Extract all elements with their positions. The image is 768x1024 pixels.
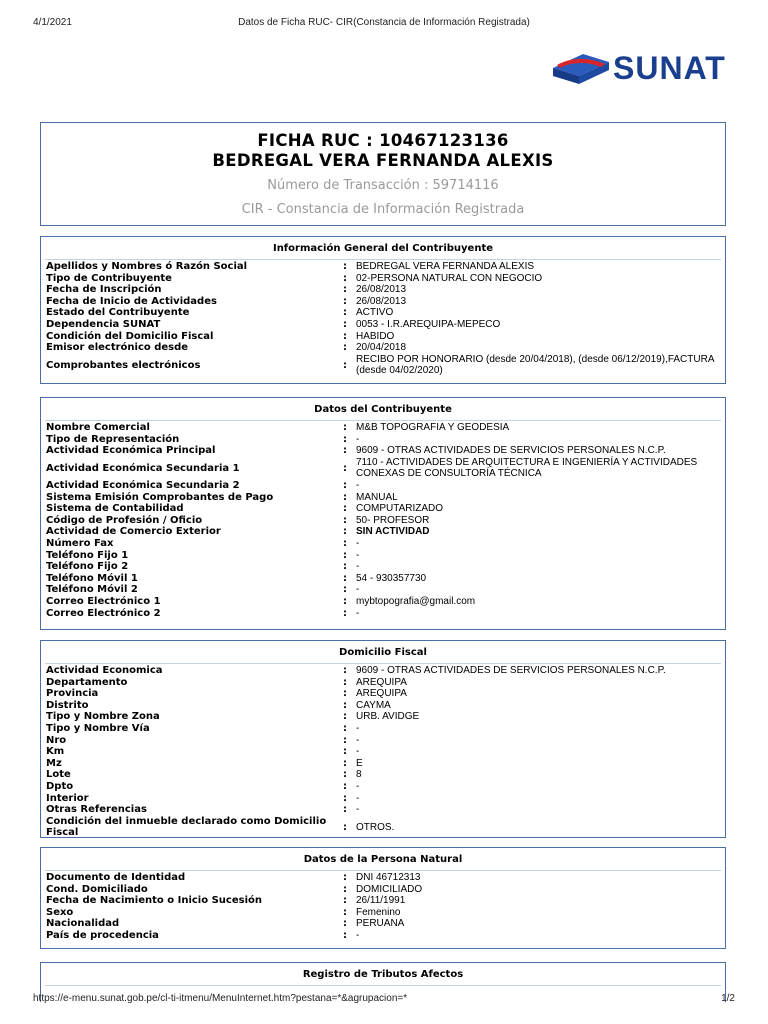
section-title: Datos del Contribuyente <box>314 404 452 415</box>
row-colon: : <box>343 872 347 883</box>
row-colon: : <box>343 918 347 930</box>
row-value: BEDREGAL VERA FERNANDA ALEXIS <box>356 261 535 272</box>
info-row <box>46 793 721 805</box>
row-label: Mz <box>46 757 62 769</box>
row-colon: : <box>343 514 347 526</box>
section-divider <box>45 663 721 664</box>
row-label: Número Fax <box>46 537 114 549</box>
row-label: Actividad Económica Secundaria 2 <box>46 479 240 491</box>
info-row <box>46 342 721 354</box>
info-row <box>46 711 721 723</box>
row-value: - <box>356 584 360 596</box>
info-row <box>46 354 721 377</box>
row-colon: : <box>343 711 347 723</box>
row-label: Sistema de Contabilidad <box>46 503 184 515</box>
section-rows <box>46 872 721 942</box>
row-value: E <box>356 757 363 769</box>
info-row <box>46 665 721 677</box>
info-row <box>46 526 721 538</box>
section-general-info <box>40 236 726 384</box>
row-label: Tipo y Nombre Vía <box>46 722 150 734</box>
row-colon: : <box>343 359 347 371</box>
row-label: Departamento <box>46 676 128 688</box>
info-row <box>46 735 721 747</box>
row-label: Interior <box>46 792 89 804</box>
row-label: Apellidos y Nombres ó Razón Social <box>46 261 248 272</box>
row-value: 9609 - OTRAS ACTIVIDADES DE SERVICIOS PERSONALES N.C.P. <box>356 665 666 676</box>
row-colon: : <box>343 445 347 457</box>
info-row <box>46 700 721 712</box>
row-colon: : <box>343 422 347 433</box>
info-row <box>46 746 721 758</box>
row-value: - <box>356 929 360 941</box>
row-label: Teléfono Móvil 1 <box>46 572 138 584</box>
info-row <box>46 492 721 504</box>
section-title: Datos de la Persona Natural <box>303 854 463 865</box>
row-label: Teléfono Móvil 2 <box>46 584 138 596</box>
row-colon: : <box>343 688 347 700</box>
info-row <box>46 457 721 480</box>
info-row <box>46 723 721 735</box>
row-colon: : <box>343 722 347 734</box>
row-colon: : <box>343 906 347 918</box>
info-row <box>46 573 721 585</box>
section-rows <box>46 665 721 839</box>
row-label: Teléfono Fijo 2 <box>46 561 129 573</box>
sunat-logo-icon <box>549 48 613 90</box>
section-contribuyente-data <box>40 397 726 630</box>
row-value: 54 - 930357730 <box>356 572 427 584</box>
row-label: Estado del Contribuyente <box>46 307 190 319</box>
row-label: Actividad Económica Principal <box>46 445 216 457</box>
row-value: 26/08/2013 <box>356 284 407 296</box>
row-value: MANUAL <box>356 491 398 503</box>
info-row <box>46 296 721 308</box>
info-row <box>46 480 721 492</box>
row-label: Comprobantes electrónicos <box>46 359 201 371</box>
row-label: Dpto <box>46 780 74 792</box>
sunat-logo <box>549 48 727 90</box>
row-value: - <box>356 549 360 561</box>
row-label: Provincia <box>46 688 99 700</box>
row-label: Nro <box>46 734 67 746</box>
row-label: Emisor electrónico desde <box>46 342 189 354</box>
row-value: CAYMA <box>356 699 391 711</box>
row-value: HABIDO <box>356 330 395 342</box>
row-label: Fecha de Nacimiento o Inicio Sucesión <box>46 895 262 907</box>
section-divider <box>45 870 721 871</box>
row-label: Correo Electrónico 1 <box>46 595 161 607</box>
taxpayer-name: BEDREGAL VERA FERNANDA ALEXIS <box>212 151 554 170</box>
row-label: Fecha de Inscripción <box>46 284 162 296</box>
row-label: Otras Referencias <box>46 804 147 816</box>
row-colon: : <box>343 307 347 319</box>
row-value: 26/08/2013 <box>356 295 407 307</box>
row-colon: : <box>343 503 347 515</box>
row-colon: : <box>343 295 347 307</box>
row-label: Código de Profesión / Oficio <box>46 514 203 526</box>
row-value: - <box>356 722 360 734</box>
info-row <box>46 261 721 273</box>
row-value: DOMICILIADO <box>356 883 423 895</box>
row-value: 7110 - ACTIVIDADES DE ARQUITECTURA E INGENIERÍA Y ACTIVIDADES CONEXAS DE CONSULTORÍA TÉCNICA <box>356 456 698 480</box>
info-row <box>46 872 721 884</box>
row-colon: : <box>343 769 347 781</box>
row-label: Documento de Identidad <box>46 872 186 883</box>
section-divider <box>45 985 721 986</box>
row-label: Actividad de Comercio Exterior <box>46 526 221 538</box>
print-footer <box>0 993 768 1007</box>
ruc-number: FICHA RUC : 10467123136 <box>257 131 509 150</box>
row-colon: : <box>343 607 347 619</box>
row-colon: : <box>343 561 347 573</box>
info-row <box>46 596 721 608</box>
info-row <box>46 550 721 562</box>
print-page-number: 1/2 <box>721 993 735 1004</box>
info-row <box>46 284 721 296</box>
info-row <box>46 895 721 907</box>
sunat-logo-text: SUNAT <box>613 50 726 86</box>
info-row <box>46 907 721 919</box>
row-value: mybtopografia@gmail.com <box>356 595 476 607</box>
row-label: Nacionalidad <box>46 918 120 930</box>
info-row <box>46 307 721 319</box>
info-row <box>46 930 721 942</box>
info-row <box>46 331 721 343</box>
row-label: Distrito <box>46 699 89 711</box>
info-row <box>46 884 721 896</box>
info-row <box>46 445 721 457</box>
section-domicilio-fiscal <box>40 640 726 838</box>
row-value: 26/11/1991 <box>356 895 406 907</box>
print-url: https://e-menu.sunat.gob.pe/cl-ti-itmenu/MenuInternet.htm?pestana=*&agrupacion=* <box>33 993 408 1004</box>
print-page-title: Datos de Ficha RUC- CIR(Constancia de Información Registrada) <box>238 17 530 28</box>
row-colon: : <box>343 479 347 491</box>
ficha-header-box <box>40 122 726 226</box>
info-row <box>46 561 721 573</box>
row-value: 20/04/2018 <box>356 342 407 354</box>
row-label: País de procedencia <box>46 929 159 941</box>
row-colon: : <box>343 491 347 503</box>
section-rows <box>46 422 721 619</box>
info-row <box>46 319 721 331</box>
info-row <box>46 769 721 781</box>
row-colon: : <box>343 780 347 792</box>
row-value: - <box>356 792 360 804</box>
row-value: - <box>356 479 360 491</box>
row-colon: : <box>343 284 347 296</box>
info-row <box>46 503 721 515</box>
row-value: 0053 - I.R.AREQUIPA-MEPECO <box>356 318 501 330</box>
row-value: - <box>356 537 360 549</box>
info-row <box>46 608 721 620</box>
print-date: 4/1/2021 <box>33 17 72 28</box>
row-value: 02-PERSONA NATURAL CON NEGOCIO <box>356 272 543 284</box>
row-label: Tipo de Representación <box>46 433 180 445</box>
info-row <box>46 816 721 839</box>
row-value: - <box>356 433 360 445</box>
row-colon: : <box>343 318 347 330</box>
row-colon: : <box>343 549 347 561</box>
info-row <box>46 677 721 689</box>
row-colon: : <box>343 676 347 688</box>
row-value: - <box>356 607 360 619</box>
row-label: Condición del Domicilio Fiscal <box>46 330 214 342</box>
row-colon: : <box>343 342 347 354</box>
section-title: Domicilio Fiscal <box>339 647 427 658</box>
row-colon: : <box>343 433 347 445</box>
row-value: - <box>356 804 360 816</box>
row-value: SIN ACTIVIDAD <box>356 526 430 538</box>
row-label: Actividad Económica Secundaria 1 <box>46 462 240 474</box>
row-colon: : <box>343 537 347 549</box>
cir-subtitle: CIR - Constancia de Información Registrada <box>241 202 525 217</box>
section-title: Registro de Tributos Afectos <box>302 969 464 980</box>
row-value: - <box>356 780 360 792</box>
row-label: Cond. Domiciliado <box>46 883 148 895</box>
row-value: 50- PROFESOR <box>356 514 430 526</box>
row-colon: : <box>343 665 347 676</box>
row-value: 8 <box>356 769 362 781</box>
row-label: Sexo <box>46 906 74 918</box>
info-row <box>46 688 721 700</box>
row-value: ACTIVO <box>356 307 394 319</box>
row-label: Fecha de Inicio de Actividades <box>46 295 217 307</box>
row-value: M&B TOPOGRAFIA Y GEODESIA <box>356 422 510 433</box>
section-persona-natural <box>40 847 726 949</box>
row-colon: : <box>343 595 347 607</box>
transaction-number: Número de Transacción : 59714116 <box>267 178 499 193</box>
row-colon: : <box>343 272 347 284</box>
row-value: - <box>356 746 360 758</box>
row-value: 9609 - OTRAS ACTIVIDADES DE SERVICIOS PERSONALES N.C.P. <box>356 445 666 457</box>
row-label: Condición del inmueble declarado como Domicilio Fiscal <box>46 815 327 839</box>
row-colon: : <box>343 929 347 941</box>
row-value: - <box>356 561 360 573</box>
row-colon: : <box>343 883 347 895</box>
row-value: PERUANA <box>356 918 405 930</box>
row-colon: : <box>343 746 347 758</box>
row-colon: : <box>343 261 347 272</box>
row-label: Actividad Economica <box>46 665 163 676</box>
row-label: Tipo y Nombre Zona <box>46 711 160 723</box>
row-colon: : <box>343 792 347 804</box>
info-row <box>46 538 721 550</box>
row-colon: : <box>343 699 347 711</box>
row-colon: : <box>343 572 347 584</box>
info-row <box>46 804 721 816</box>
section-title: Información General del Contribuyente <box>272 243 494 254</box>
section-divider <box>45 259 721 260</box>
row-label: Correo Electrónico 2 <box>46 607 161 619</box>
row-label: Km <box>46 746 65 758</box>
row-colon: : <box>343 462 347 474</box>
print-header <box>0 17 768 31</box>
info-row <box>46 918 721 930</box>
row-colon: : <box>343 895 347 907</box>
row-colon: : <box>343 734 347 746</box>
info-row <box>46 781 721 793</box>
row-value: AREQUIPA <box>356 676 407 688</box>
row-colon: : <box>343 526 347 538</box>
row-label: Nombre Comercial <box>46 422 150 433</box>
row-label: Sistema Emisión Comprobantes de Pago <box>46 491 274 503</box>
row-label: Dependencia SUNAT <box>46 318 161 330</box>
row-label: Teléfono Fijo 1 <box>46 549 129 561</box>
section-rows <box>46 261 721 377</box>
row-colon: : <box>343 330 347 342</box>
row-label: Lote <box>46 769 71 781</box>
info-row <box>46 584 721 596</box>
row-value: OTROS. <box>356 821 395 833</box>
row-label: Tipo de Contribuyente <box>46 272 172 284</box>
row-colon: : <box>343 757 347 769</box>
row-value: AREQUIPA <box>356 688 407 700</box>
info-row <box>46 273 721 285</box>
info-row <box>46 434 721 446</box>
info-row <box>46 515 721 527</box>
row-colon: : <box>343 584 347 596</box>
row-value: Femenino <box>356 906 401 918</box>
info-row <box>46 422 721 434</box>
row-value: RECIBO POR HONORARIO (desde 20/04/2018), (desde 06/12/2019),FACTURA (desde 04/02/2020) <box>356 353 714 377</box>
row-value: URB. AVIDGE <box>356 711 420 723</box>
row-colon: : <box>343 804 347 816</box>
info-row <box>46 758 721 770</box>
row-value: COMPUTARIZADO <box>356 503 444 515</box>
row-value: DNI 46712313 <box>356 872 421 883</box>
row-colon: : <box>343 821 347 833</box>
section-divider <box>45 420 721 421</box>
row-value: - <box>356 734 360 746</box>
